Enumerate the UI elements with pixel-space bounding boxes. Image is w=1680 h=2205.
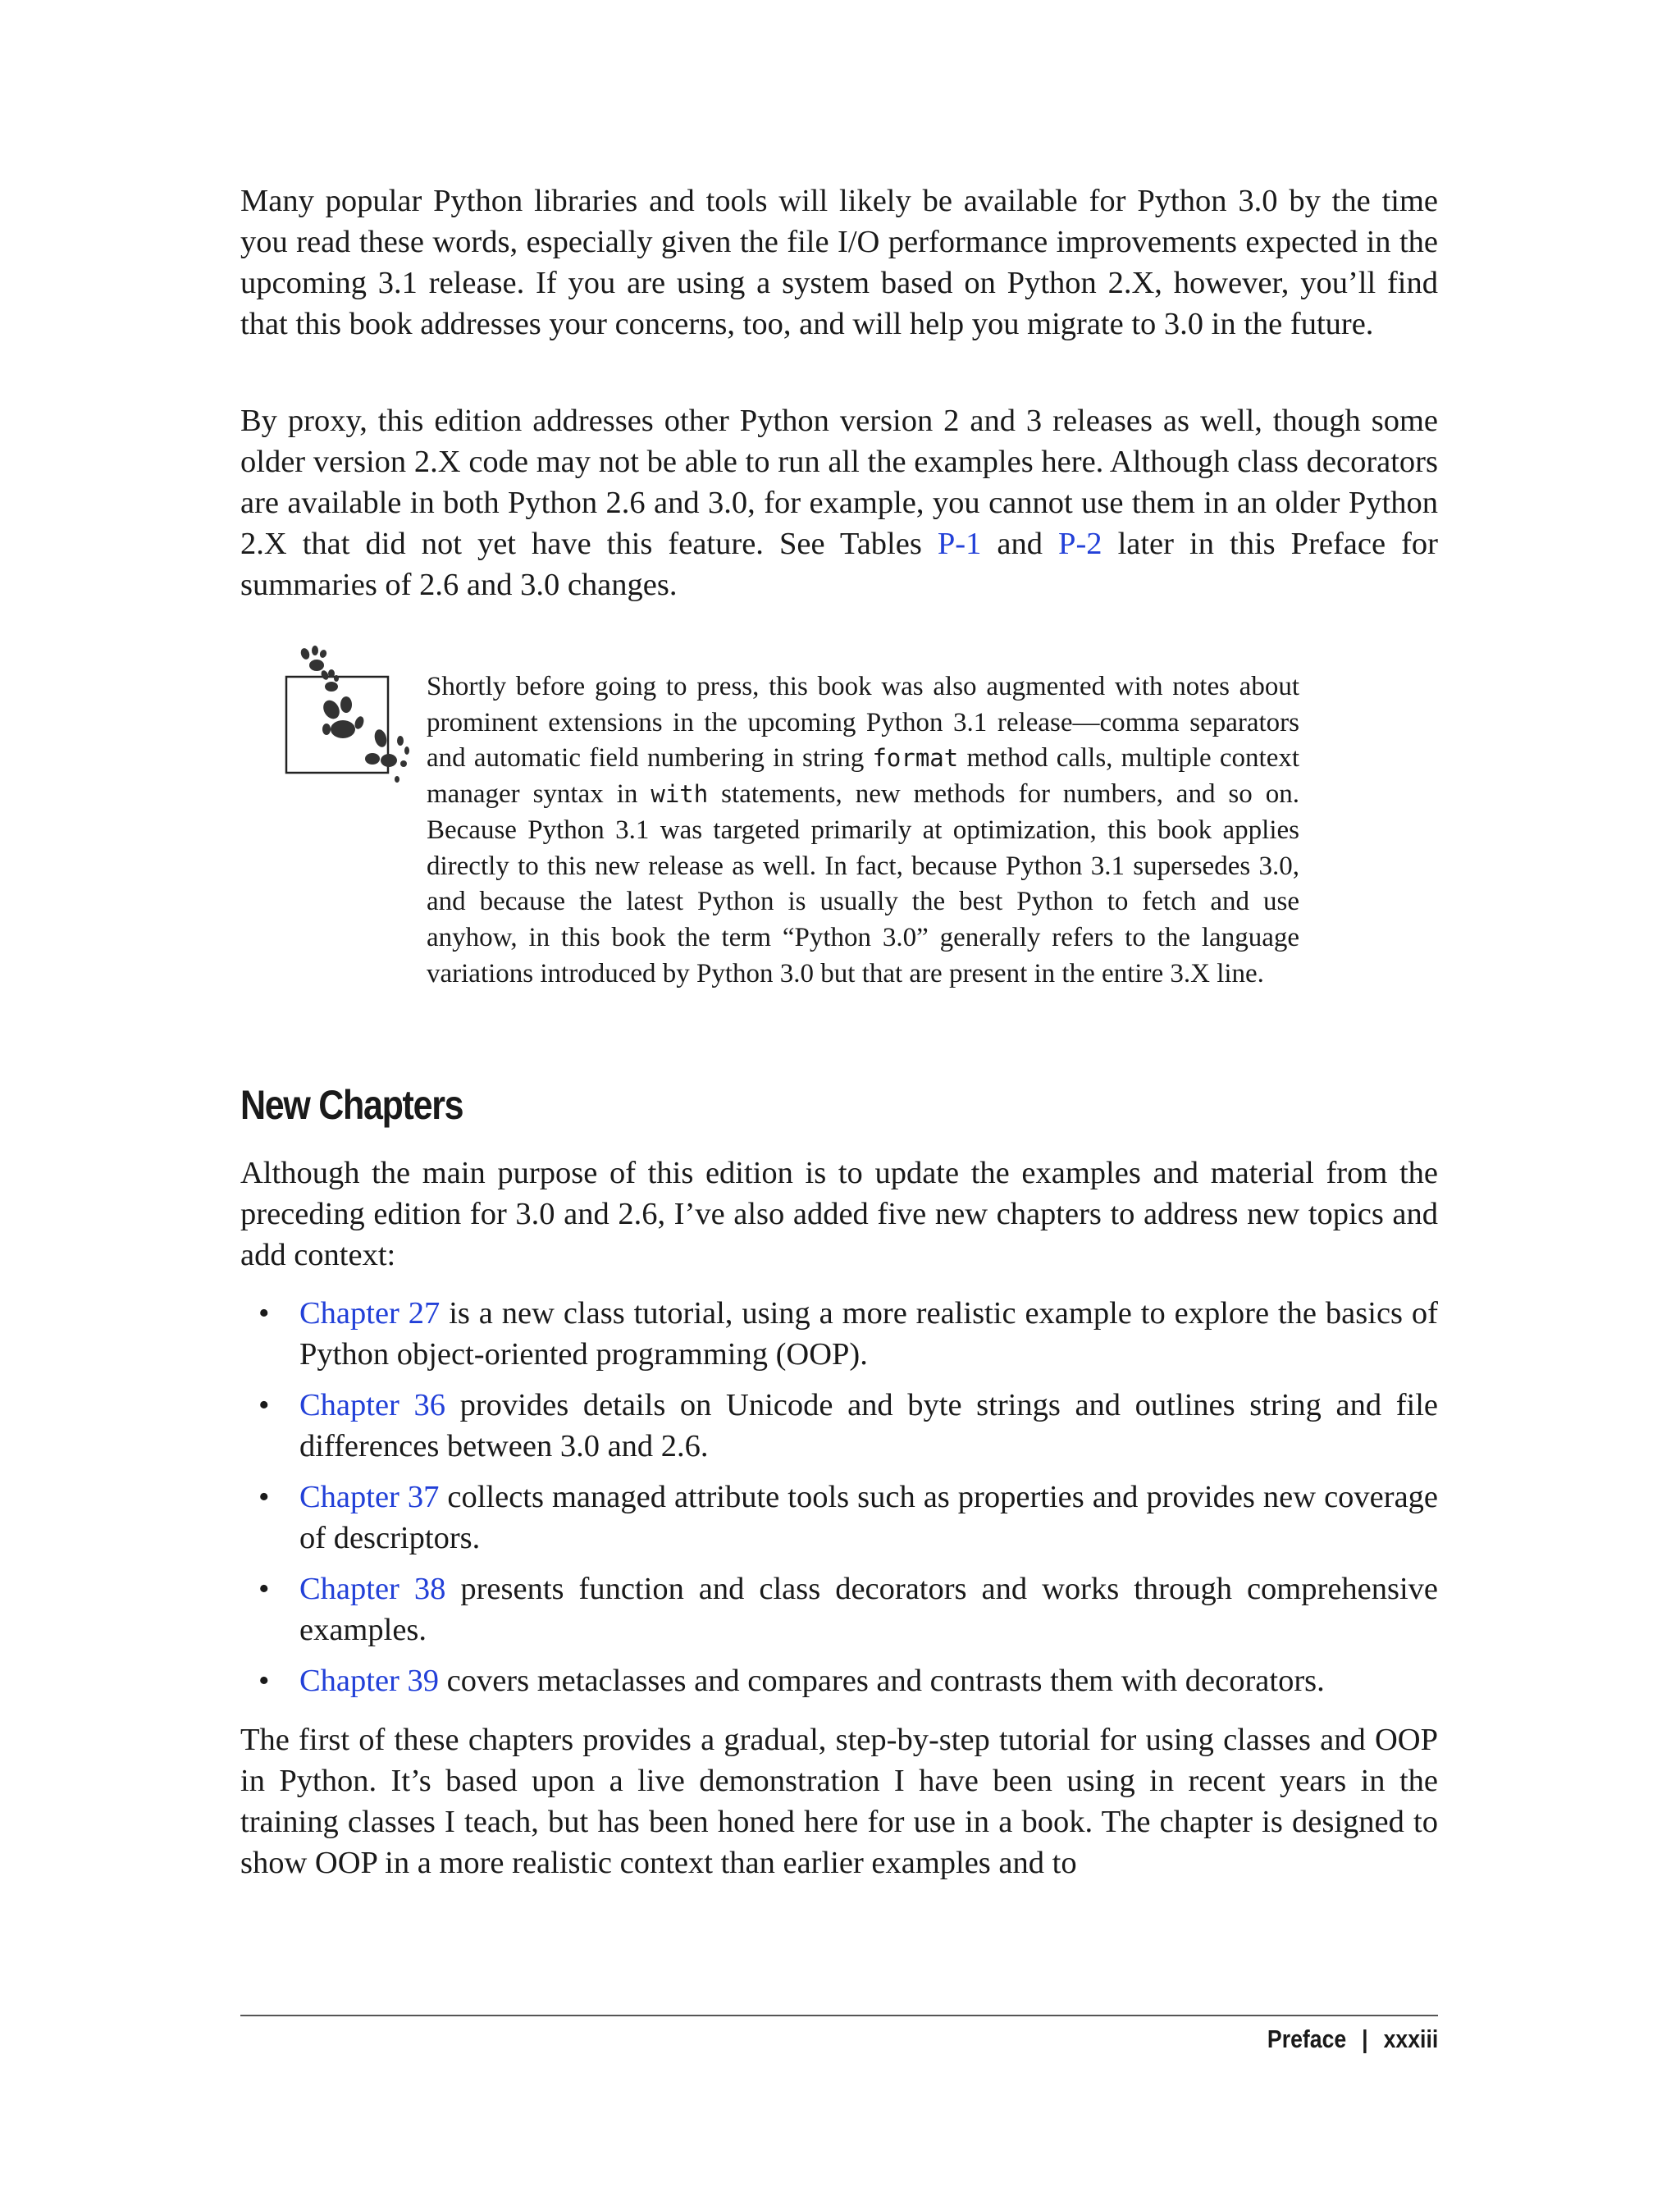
list-item-text: collects managed attribute tools such as properties and provides new coverage of descriptors. [299,1480,1438,1555]
table-p1-link[interactable]: P-1 [937,527,982,561]
bullet-icon: • [258,1572,270,1606]
note-text: statements, new methods for numbers, and so on. Because Python 3.1 was targeted primarily at optimization, this book applies directly to this new release as well. In fact, because Python 3.1 supersedes 3.0, and because the latest Python is usually the best Python to fetch and use anyhow, in this book the term “Python 3.0” generally refers to the language variations introduced by Python 3.0 but that are present in the entire 3.X line. [427,779,1299,988]
footer-divider [240,2015,1438,2016]
bullet-icon: • [258,1388,270,1422]
bullet-icon: • [258,1664,270,1698]
list-item [240,1660,1438,1701]
paragraph-first-chapter [240,1719,1438,1883]
inline-code-format: format [872,744,959,773]
bullet-icon: • [258,1296,270,1331]
list-item-text: provides details on Unicode and byte strings and outlines string and file differences between 3.0 and 2.6. [299,1388,1439,1463]
table-p2-link[interactable]: P-2 [1058,527,1102,561]
note-text: Shortly before going to press, this book was also augmented with notes about prominent extensions in the upcoming Python 3.1 release—comma separators and automatic field numbering in string [427,672,1299,774]
list-item [240,1385,1438,1467]
paragraph-text: later in this Preface for summaries of 2.6 and 3.0 changes. [240,527,1439,602]
page-footer [1267,2025,1438,2054]
paragraph-text: The first of these chapters provides a gradual, step-by-step tutorial for using classes and OOP in Python. It’s based upon a live demonstration I have been using in recent years in the training classes I teach, but has been honed here for use in a book. The chapter is designed to show OOP in a more realistic context than earlier examples and to [240,1723,1438,1880]
bullet-icon: • [258,1480,270,1514]
paragraph-text: By proxy, this edition addresses other Python version 2 and 3 releases as well, though some older version 2.X code may not be able to run all the examples here. Although class decorators are available in both Python 2.6 and 3.0, for example, you cannot use them in an older Python 2.X that did not yet have this feature. See Tables [240,404,1438,561]
chapter-link[interactable]: Chapter 39 [299,1664,439,1698]
chapter-link[interactable]: Chapter 27 [299,1296,441,1331]
paragraph-python-libraries [240,180,1438,345]
paragraph-by-proxy [240,400,1438,605]
paw-prints-icon [284,644,415,796]
footer-separator: | [1361,2025,1368,2053]
footer-section: Preface [1267,2025,1346,2053]
note-text: method calls, multiple context manager syntax in [427,743,1300,810]
section-heading: New Chapters [240,1082,463,1128]
chapter-link[interactable]: Chapter 37 [299,1480,440,1514]
page-number: xxxiii [1383,2025,1438,2053]
list-item-text: is a new class tutorial, using a more realistic example to explore the basics of Python object-oriented programming (OOP). [299,1296,1438,1372]
paragraph-text: Although the main purpose of this edition is to update the examples and material from the preceding edition for 3.0 and 2.6, I’ve also added five new chapters to address new topics and add context: [240,1156,1438,1272]
paragraph-new-chapters-intro [240,1153,1438,1276]
list-item [240,1293,1438,1375]
list-item [240,1477,1438,1559]
list-item-text: covers metaclasses and compares and contrasts them with decorators. [439,1664,1325,1698]
chapter-link[interactable]: Chapter 38 [299,1572,446,1606]
list-item [240,1568,1438,1650]
paragraph-text: Many popular Python libraries and tools will likely be available for Python 3.0 by the time you read these words, especially given the file I/O performance improvements expected in the upcoming 3.1 release. If you are using a system based on Python 2.X, however, you’ll find that this book addresses your concerns, too, and will help you migrate to 3.0 in the future. [240,184,1438,341]
chapter-link[interactable]: Chapter 36 [299,1388,445,1422]
note-callout [427,669,1299,992]
inline-code-with: with [651,780,709,809]
paragraph-text: and [981,527,1059,561]
new-chapters-list [240,1293,1438,1711]
list-item-text: presents function and class decorators and works through comprehensive examples. [299,1572,1439,1647]
